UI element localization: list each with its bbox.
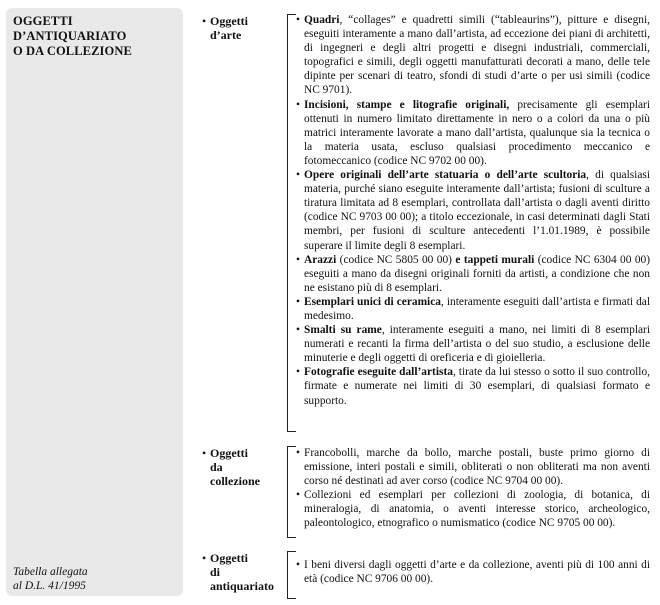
bracket <box>287 551 296 599</box>
bullet-icon: • <box>296 447 300 459</box>
bracket <box>287 446 296 538</box>
item-text: (codice NC 5805 00 00) <box>336 253 456 266</box>
source-note-line: Tabella allegata <box>13 566 88 578</box>
items-oggetti-arte <box>296 13 650 408</box>
list-item <box>296 295 650 323</box>
bullet-icon: • <box>296 253 300 266</box>
bullet-icon: • <box>296 98 300 111</box>
item-bold: Incisioni, stampe e litografie originali, <box>304 98 510 111</box>
left-panel <box>6 8 183 596</box>
item-bold: Quadri <box>304 14 340 26</box>
category-label-line: d’arte <box>210 28 242 42</box>
list-item <box>296 446 650 488</box>
list-item <box>296 488 650 530</box>
bullet-icon: • <box>296 169 300 182</box>
item-text: Francobolli, marche da bollo, marche postali, buste primo giorno di emissione, interi postali e simili, obliterati o non obliterati ma non aventi corso né destinati ad aver corso (codice NC 9704 00 00). <box>304 447 650 488</box>
bullet-icon: • <box>202 446 207 460</box>
source-note <box>13 565 88 593</box>
bullet-icon: • <box>296 324 300 337</box>
item-text: , interamente eseguiti dall’artista e firmati dal medesimo. <box>304 295 650 322</box>
bullet-icon: • <box>296 559 300 571</box>
item-text: I beni diversi dagli oggetti d’arte e da collezione, aventi più di 100 anni di età (codice NC 9706 00 00). <box>304 559 650 586</box>
items-oggetti-antiquariato <box>296 558 650 586</box>
item-text: (codice NC 6304 00 00) eseguiti a mano da disegni originali forniti da artisti, a condizione che non ne esistano più di 8 esemplari. <box>304 253 651 294</box>
list-item <box>296 98 650 168</box>
list-item <box>296 323 650 365</box>
section-title <box>13 14 183 59</box>
item-bold: Fotografie eseguite dall’artista <box>304 366 453 379</box>
category-label-line: collezione <box>210 474 260 488</box>
bullet-icon: • <box>296 14 300 26</box>
bullet-icon: • <box>296 366 300 379</box>
item-text: precisamente gli esemplari ottenuti in numero limitato direttamente in nero o a colori da una o più matrici interamente lavorate a mano dall’artista, qualunque sia la tecnica o la materia usata, escluso qualsiasi procedimento meccanico e fotomeccanico (codice NC 9702 00 00). <box>304 98 650 167</box>
item-text: , interamente eseguiti a mano, nei limiti di 8 esemplari numerati e recanti la firma dell’artista o del suo studio, a esclusione delle minuterie e degli oggetti di oreficeria e di gioielleria. <box>304 324 651 365</box>
category-label-line: Oggetti <box>210 446 248 460</box>
list-item <box>296 168 650 253</box>
section-title-line: D’ANTIQUARIATO <box>13 29 127 43</box>
item-bold: Esemplari unici di ceramica <box>304 295 441 308</box>
item-text: , “collages” e quadretti simili (“tableaurins”), pitture e disegni, eseguiti interamente a mano dall’artista, ad eccezione dei piani di architetti, di ingegneri e degli altri progetti e disegni industriali, commerciali, topografici e simili, degli oggetti manufatturati decorati a mano, delle tele dipinte per scenari di teatro, sfondi di studi d’arte o per usi simili (codice NC 9701). <box>304 14 650 97</box>
category-label <box>210 446 260 488</box>
bullet-icon: • <box>296 295 300 308</box>
category-label-line: antiquariato <box>210 579 275 593</box>
item-text: , tirate da lui stesso o sotto il suo controllo, firmate e numerate nei limiti di 30 esemplari, di qualsiasi formato e supporto. <box>304 366 651 407</box>
list-item <box>296 558 650 586</box>
bullet-icon: • <box>202 551 207 565</box>
item-bold: Arazzi <box>304 253 337 266</box>
bullet-icon: • <box>202 14 207 28</box>
category-label-line: Oggetti <box>210 551 248 565</box>
item-bold: e tappeti murali <box>455 253 535 266</box>
section-title-line: O DA COLLEZIONE <box>13 44 132 58</box>
bullet-icon: • <box>296 489 300 502</box>
category-label-line: da <box>210 460 223 474</box>
list-item <box>296 253 650 295</box>
source-note-line: al D.L. 41/1995 <box>13 580 86 592</box>
category-label <box>210 551 274 593</box>
category-label-line: Oggetti <box>210 14 248 28</box>
list-item <box>296 13 650 98</box>
list-item <box>296 365 650 407</box>
item-text: Collezioni ed esemplari per collezioni di zoologia, di botanica, di mineralogia, di anatomia, o aventi interesse storico, archeologico, paleontologico, etnografico o numismatico (codice NC 9705 00 00). <box>304 489 650 530</box>
item-text: , di qualsiasi materia, purché siano eseguite interamente dall’artista; fusioni di sculture a tiratura limitata ad 8 esemplari, controllata dall’artista o dagli aventi diritto (codice NC 9703 00 00); a titolo eccezionale, in casi determinati dagli Stati membri, per fusioni di sculture antecedenti l’1.01.1989, è possibile superare il limite degli 8 esemplari. <box>304 169 650 252</box>
section-title-line: OGGETTI <box>13 14 73 28</box>
items-oggetti-collezione <box>296 446 650 531</box>
category-label-line: di <box>210 565 221 579</box>
item-bold: Smalti su rame <box>304 324 382 337</box>
item-bold: Opere originali dell’arte statuaria o dell’arte scultoria <box>304 169 587 182</box>
category-label <box>210 14 248 42</box>
bracket <box>287 14 296 432</box>
